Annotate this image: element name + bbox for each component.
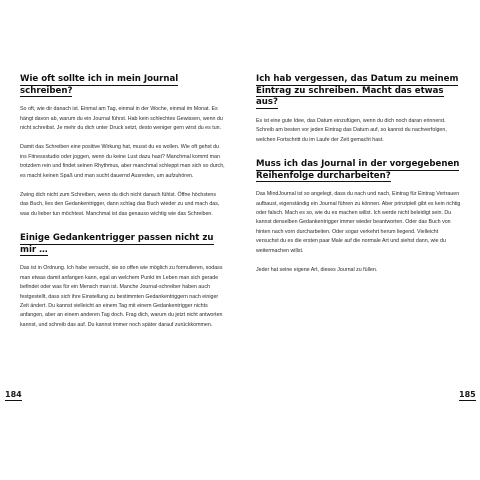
paragraph: Das MindJournal ist so angelegt, dass du nach und nach, Eintrag für Eintrag Vertrauen aufbaust, eigenständig ein Journal führen zu können. Aber prinzipiell gibt es kein richtig oder falsch. Mach es so, wie du es machen willst. Ich werde nicht beleidigt sein. Du kannst denselben Gedankentrigger immer wieder beantworten. Oder das Buch von hinten nach vorn durcharbeiten. Oder sogar verkehrt herum liegend. Vielleicht versuchst du es die ersten paar Male auf die normale Art und siehst dann, wie du weitermachen willst. bbox=[256, 191, 461, 254]
right-page bbox=[256, 74, 461, 285]
paragraph: So oft, wie dir danach ist. Einmal am Tag, einmal in der Woche, einmal im Monat. Es hängt davon ab, warum du ein Journal führst. Hab kein schlechtes Gewissen, wenn du nicht schreibst. Je mehr du dich unter Druck setzt, desto weniger gern wirst du es tun. bbox=[20, 106, 223, 131]
paragraph: Zwing dich nicht zum Schreiben, wenn du dich nicht danach fühlst. Öffne höchstens das Buch, lies den Gedankentrigger, dann schlag das Buch wieder zu und mach das, was du lieber tun möchtest. Manchmal ist das genauso wichtig wie das Schreiben. bbox=[20, 192, 220, 217]
paragraph: Das ist in Ordnung. Ich habe versucht, sie so offen wie möglich zu formulieren, sodass man etwas damit anfangen kann, egal an welchem Punkt im Leben man sich gerade befindet oder was für ein Mensch man ist. Manche Journal-schreiber haben auch festgestellt, dass sich ihre Einstellung zu bestimmten Gedankentriggern nach einiger Zeit ändert. Du kannst vielleicht an einem Tag mit einem Gedankentrigger nichts anfangen, aber an einem anderen Tag doch. Frag dich, warum du jetzt nicht antworten kannst, und schreib das auf. Du kannst immer noch später darauf zurückkommen. bbox=[20, 265, 223, 328]
paragraph: Es ist eine gute Idee, das Datum einzufügen, wenn du dich noch daran erinnerst. Schreib am besten vor jeden Eintrag das Datum auf, so kannst du nachverfolgen, welchen Fortschritt du im Laufe der Zeit gemacht hast. bbox=[256, 117, 447, 143]
page-number-right: 185 bbox=[459, 390, 476, 399]
section-heading-frequency: Wie oft sollte ich in mein Journal schreiben? bbox=[20, 74, 179, 96]
left-page bbox=[20, 74, 225, 340]
page-number-left: 184 bbox=[5, 390, 22, 399]
section-heading-date: Ich hab vergessen, das Datum zu meinem Eintrag zu schreiben. Macht das etwas aus? bbox=[256, 74, 459, 108]
section-heading-triggers: Einige Gedankentrigger passen nicht zu mir … bbox=[20, 233, 214, 255]
paragraph: Damit das Schreiben eine positive Wirkung hat, musst du es wollen. Wie oft gehst du ins Fitnessstudio oder joggen, wenn du keine Lust dazu hast? Manchmal kommt man trotzdem rein und findet seinen Rhythmus, aber manchmal schleppt man sich so durch, es macht keinen Spaß und man sucht dauernd Ausreden, um aufzuhören. bbox=[20, 144, 225, 179]
section-heading-order: Muss ich das Journal in der vorgegebenen Reihenfolge durcharbeiten? bbox=[256, 159, 460, 181]
paragraph: Jeder hat seine eigene Art, dieses Journal zu füllen. bbox=[256, 267, 378, 274]
